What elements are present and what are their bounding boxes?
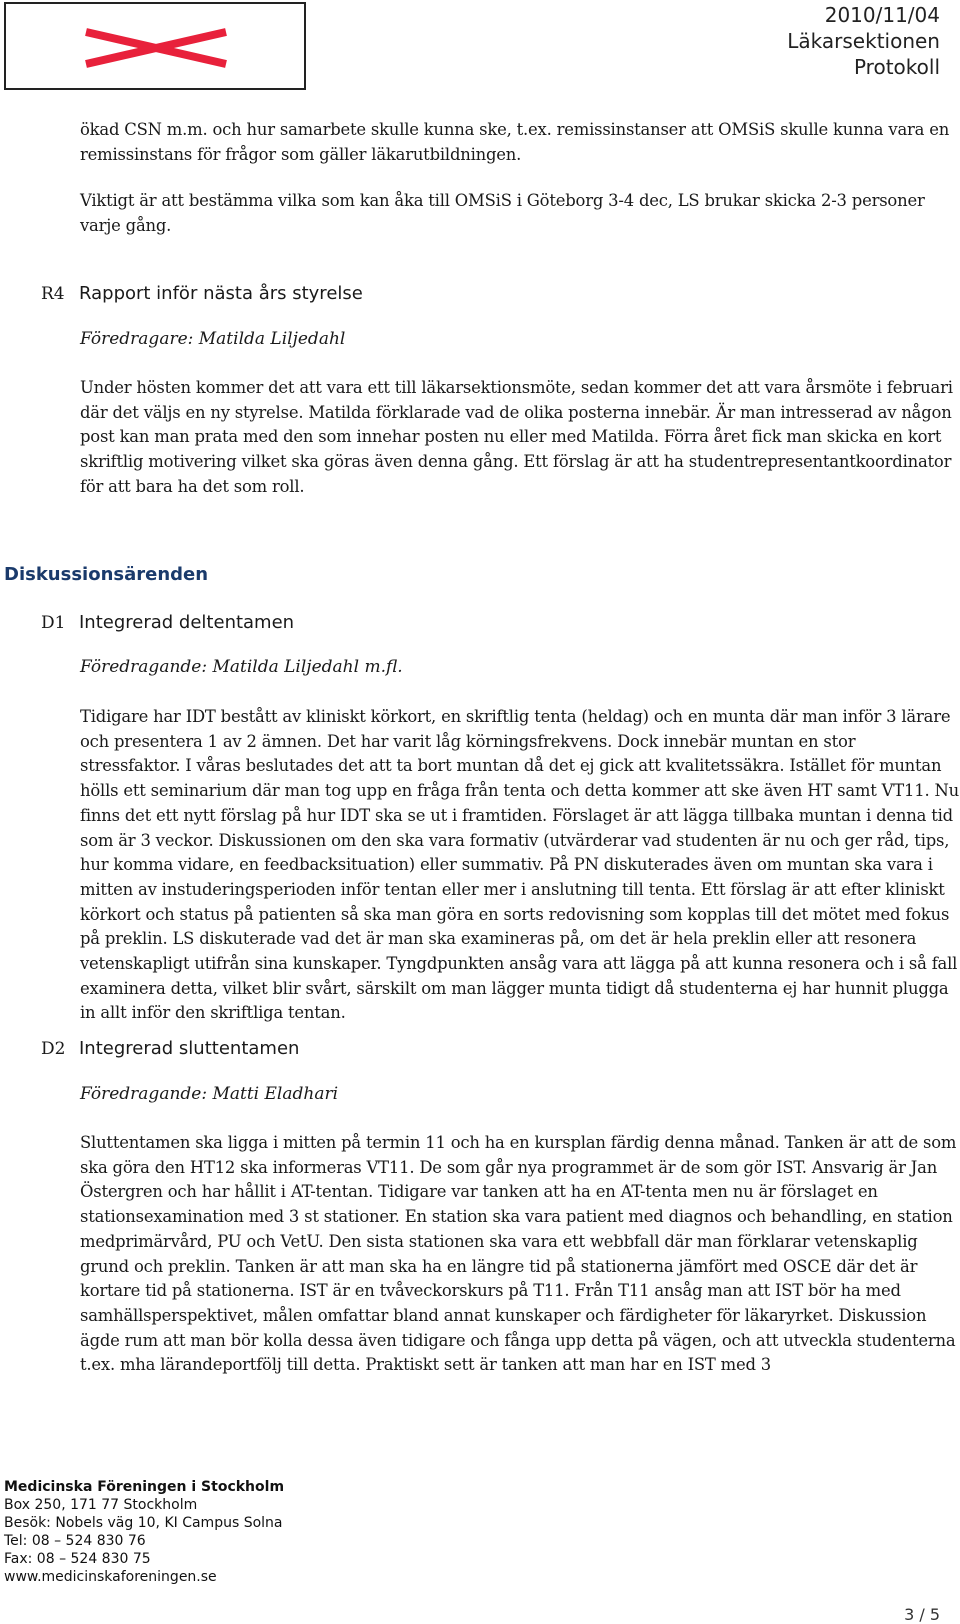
footer-address: Box 250, 171 77 Stockholm <box>4 1497 198 1513</box>
intro-text-1: ökad CSN m.m. och hur samarbete skulle kunna ske, t.ex. remissinstanser att OMSiS skulle kunna vara en remissinstans för frågor som gäller läkarutbildningen. <box>80 120 950 164</box>
d2-presenter: Föredragande: Matti Eladhari <box>80 1084 339 1104</box>
logo-frame <box>4 2 306 90</box>
header-date: 2010/11/04 <box>824 3 940 27</box>
d1-body <box>80 705 960 1026</box>
footer-web[interactable]: www.medicinskaforeningen.se <box>4 1569 217 1585</box>
intro-paragraph-1 <box>80 118 960 167</box>
intro-paragraph-2 <box>80 189 960 238</box>
r4-body-text: Under hösten kommer det att vara ett till läkarsektionsmöte, sedan kommer det att vara årsmöte i februari där det väljs en ny styrelse. Matilda förklarade vad de olika posterna innebär. Är man intresserad av någon post kan man prata med den som innehar posten nu eller med Matilda. Förra året fick man skicka en kort skriftlig motivering vilket ska göras även denna gång. Ett förslag är att ha studentrepresentantkoordinator för att bara ha det som roll. <box>80 378 953 496</box>
document-header <box>787 2 940 80</box>
r4-body <box>80 376 960 500</box>
footer <box>4 1478 284 1586</box>
page-number: 3 / 5 <box>904 1605 940 1624</box>
d1-heading <box>41 612 294 633</box>
header-doc-type: Protokoll <box>853 55 940 79</box>
d2-number: D2 <box>41 1039 66 1059</box>
d2-heading <box>41 1038 299 1059</box>
header-section: Läkarsektionen <box>787 29 940 53</box>
d2-title: Integrerad sluttentamen <box>79 1038 300 1059</box>
d1-presenter: Föredragande: Matilda Liljedahl m.fl. <box>80 657 403 677</box>
footer-visit: Besök: Nobels väg 10, KI Campus Solna <box>4 1515 283 1531</box>
footer-fax: Fax: 08 – 524 830 75 <box>4 1551 151 1567</box>
d1-number: D1 <box>41 613 66 633</box>
d2-body-text: Sluttentamen ska ligga i mitten på termin 11 och ha en kursplan färdig denna månad. Tanken är att de som ska göra den HT12 ska informeras VT11. De som går nya programmet är de som gör IST. Ansvarig är Jan Östergren och har hållit i AT-tentan. Tidigare var tanken att ha en AT-tenta men nu är förslaget en stationsexamination med 3 st stationer. En station ska vara patient med diagnos och behandling, en station medprimärvård, PU och VetU. Den sista stationen ska vara ett webbfall där man förklarar vetenskaplig grund och preklin. Tanken är att man ska ha en längre tid på stationerna jämfört med OSCE där det är kortare tid på stationerna. IST är en tvåveckorskurs på T11. Från T11 ansåg man att IST bör ha med samhällsperspektivet, målen omfattar bland annat kunskaper och färdigheter för läkaryrket. Diskussion ägde rum att man bör kolla dessa även tidigare och fånga upp detta på vägen, och att utveckla studenterna t.ex. mha lärandeportfölj till detta. Praktiskt sett är tanken att man har en IST med 3 <box>80 1133 957 1375</box>
footer-org: Medicinska Föreningen i Stockholm <box>4 1479 285 1495</box>
r4-presenter: Föredragare: Matilda Liljedahl <box>80 329 346 349</box>
r4-number: R4 <box>41 284 65 304</box>
intro-text-2: Viktigt är att bestämma vilka som kan åka till OMSiS i Göteborg 3-4 dec, LS brukar skicka 2-3 personer varje gång. <box>80 191 925 235</box>
d1-body-text: Tidigare har IDT bestått av kliniskt körkort, en skriftlig tenta (heldag) och en munta där man inför 3 lärare och presentera 1 av 2 ämnen. Det har varit låg körningsfrekvens. Dock innebär muntan en stor stressfaktor. I våras beslutades det att ta bort muntan då det ej gick att kvalitetssäkra. Istället för muntan hölls ett seminarium där man tog upp en fråga från tenta och detta kommer att ske även HT samt VT11. Nu finns det ett nytt förslag på hur IDT ska se ut i framtiden. Förslaget är att lägga tillbaka muntan i denna tid som är 3 veckor. Diskussionen om den ska vara formativ (utvärderar vad studenten är nu och ger råd, tips, hur komma vidare, en feedbacksituation) eller summativ. På PN diskuterades även om muntan ska vara i mitten av instuderingsperioden inför tentan eller mer i anslutning till tenta. Ett förslag är att efter kliniskt körkort och status på patienten så ska man göra en sorts redovisning som kopplas till det mötet med fokus på preklin. LS diskuterade vad det är man ska examineras på, om det är hela preklin eller att resonera vetenskapligt utifrån sina kunskaper. Tyngdpunkten ansåg vara att lägga på att kunna resonera och i så fall examinera detta, vilket blir svårt, särskilt om man lägger munta tidigt då studenterna ej har hunnit plugga in allt inför den skriftliga tentan. <box>80 707 959 1023</box>
red-cross-logo-icon <box>82 24 230 72</box>
discussion-section-title: Diskussionsärenden <box>4 564 209 585</box>
d2-body <box>80 1131 960 1378</box>
footer-tel: Tel: 08 – 524 830 76 <box>4 1533 146 1549</box>
d1-title: Integrerad deltentamen <box>79 612 295 633</box>
r4-heading <box>41 283 363 304</box>
r4-title: Rapport inför nästa års styrelse <box>79 283 363 304</box>
